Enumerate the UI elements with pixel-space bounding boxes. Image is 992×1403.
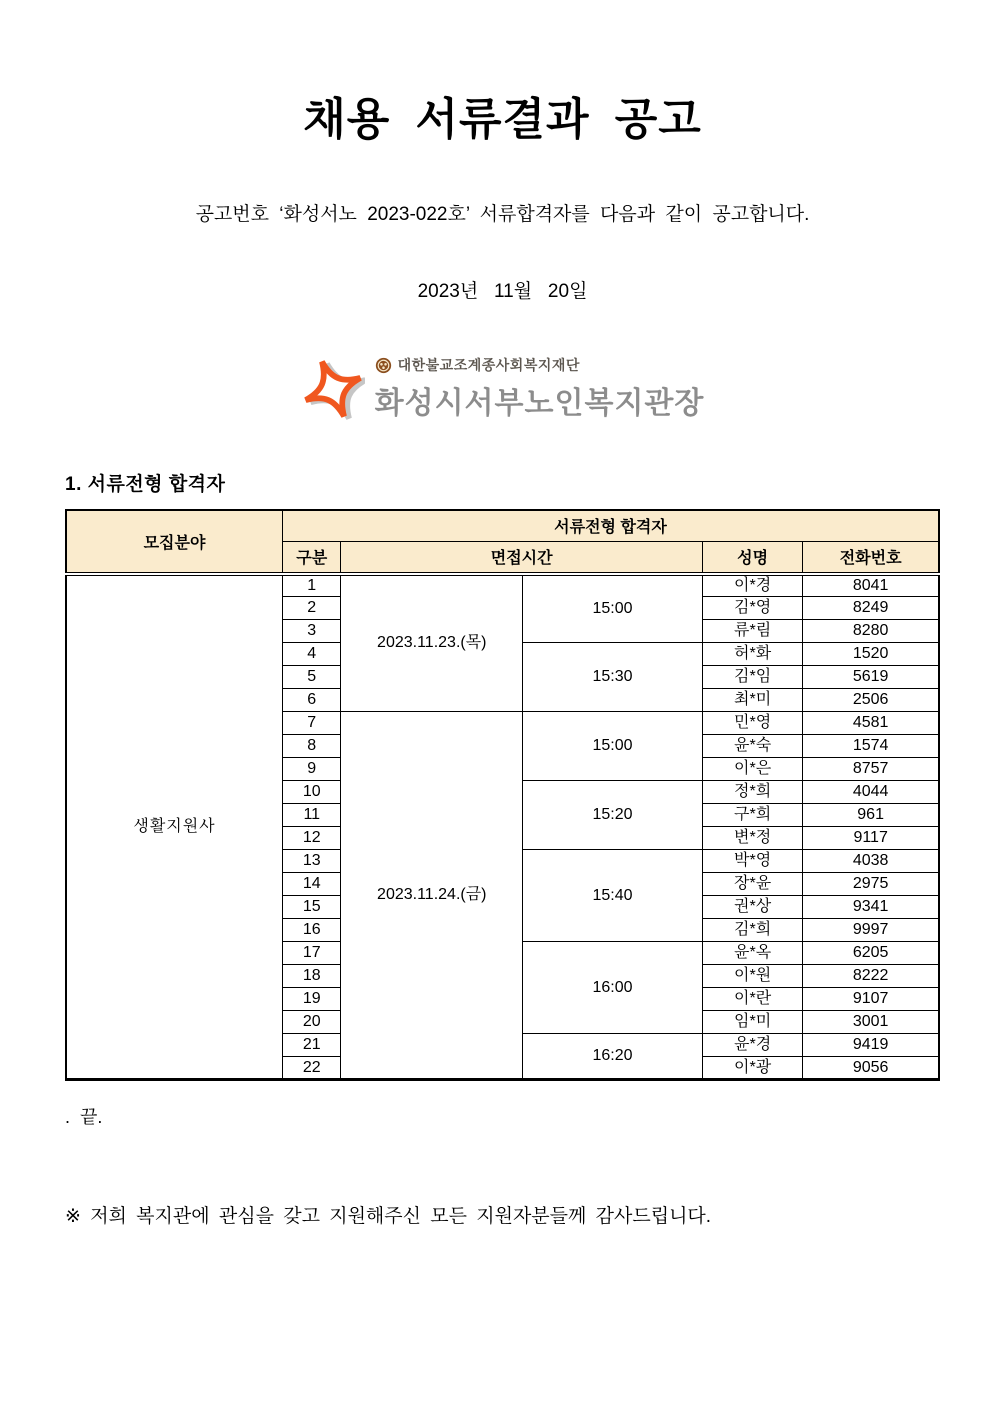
applicant-phone-cell: 9419 — [803, 1034, 939, 1057]
applicant-phone-cell: 3001 — [803, 1011, 939, 1034]
applicant-name-cell: 임*미 — [702, 1011, 802, 1034]
applicant-phone-cell: 2506 — [803, 689, 939, 712]
applicant-name-cell: 권*상 — [702, 896, 802, 919]
no-cell: 17 — [283, 942, 341, 965]
no-cell: 16 — [283, 919, 341, 942]
table-header — [66, 510, 939, 574]
interview-time-cell: 15:30 — [523, 643, 703, 712]
no-cell: 4 — [283, 643, 341, 666]
no-cell: 15 — [283, 896, 341, 919]
no-cell: 2 — [283, 597, 341, 620]
applicant-name-cell: 윤*숙 — [702, 735, 802, 758]
col-header-interview-time: 면접시간 — [341, 542, 702, 574]
col-header-phone: 전화번호 — [803, 542, 939, 574]
applicant-name-cell: 정*희 — [702, 781, 802, 804]
no-cell: 10 — [283, 781, 341, 804]
applicant-name-cell: 이*광 — [702, 1057, 802, 1080]
no-cell: 7 — [283, 712, 341, 735]
table-body — [66, 574, 939, 1080]
applicant-phone-cell: 8222 — [803, 965, 939, 988]
applicant-name-cell: 변*정 — [702, 827, 802, 850]
page-title: 채용 서류결과 공고 — [303, 95, 702, 144]
applicant-phone-cell: 8041 — [803, 574, 939, 597]
applicant-name-cell: 윤*옥 — [702, 942, 802, 965]
applicant-phone-cell: 1520 — [803, 643, 939, 666]
applicant-phone-cell: 9997 — [803, 919, 939, 942]
organization-name: 화성시서부노인복지관장 — [374, 387, 705, 421]
applicant-name-cell: 김*임 — [702, 666, 802, 689]
no-cell: 20 — [283, 1011, 341, 1034]
applicant-name-cell: 구*희 — [702, 804, 802, 827]
no-cell: 1 — [283, 574, 341, 597]
no-cell: 9 — [283, 758, 341, 781]
applicant-name-cell: 김*희 — [702, 919, 802, 942]
applicant-phone-cell: 961 — [803, 804, 939, 827]
no-cell: 21 — [283, 1034, 341, 1057]
applicant-phone-cell: 1574 — [803, 735, 939, 758]
col-header-pass-group: 서류전형 합격자 — [283, 510, 940, 542]
applicant-phone-cell: 4581 — [803, 712, 939, 735]
no-cell: 8 — [283, 735, 341, 758]
logo-text-block — [375, 355, 705, 422]
applicant-phone-cell: 9117 — [803, 827, 939, 850]
applicants-table — [65, 509, 940, 1082]
announcement-subtitle: 공고번호 ‘화성서노 2023-022호’ 서류합격자를 다음과 같이 공고합니다. — [195, 203, 810, 225]
no-cell: 6 — [283, 689, 341, 712]
organization-logo — [65, 347, 940, 431]
applicant-name-cell: 허*화 — [702, 643, 802, 666]
thanks-note: ※ 저희 복지관에 관심을 갖고 지원해주신 모든 지원자분들께 감사드립니다. — [65, 1206, 712, 1228]
applicant-name-cell: 이*경 — [702, 574, 802, 597]
applicant-phone-cell: 9107 — [803, 988, 939, 1011]
no-cell: 13 — [283, 850, 341, 873]
applicant-phone-cell: 8280 — [803, 620, 939, 643]
applicant-name-cell: 이*원 — [702, 965, 802, 988]
no-cell: 3 — [283, 620, 341, 643]
table-row — [66, 574, 939, 597]
applicant-phone-cell: 9341 — [803, 896, 939, 919]
applicant-name-cell: 이*란 — [702, 988, 802, 1011]
applicant-name-cell: 장*윤 — [702, 873, 802, 896]
interview-time-cell: 15:40 — [523, 850, 703, 942]
applicant-phone-cell: 4044 — [803, 781, 939, 804]
recruit-field-cell: 생활지원사 — [66, 574, 283, 1080]
applicant-phone-cell: 5619 — [803, 666, 939, 689]
no-cell: 19 — [283, 988, 341, 1011]
no-cell: 11 — [283, 804, 341, 827]
no-cell: 18 — [283, 965, 341, 988]
applicant-phone-cell: 2975 — [803, 873, 939, 896]
applicant-phone-cell: 8249 — [803, 597, 939, 620]
interview-date-cell: 2023.11.24.(금) — [341, 712, 523, 1080]
interview-time-cell: 15:00 — [523, 574, 703, 643]
applicant-phone-cell: 4038 — [803, 850, 939, 873]
col-header-no: 구분 — [283, 542, 341, 574]
applicant-name-cell: 최*미 — [702, 689, 802, 712]
no-cell: 14 — [283, 873, 341, 896]
applicant-name-cell: 민*영 — [702, 712, 802, 735]
announcement-date: 2023년 11월 20일 — [417, 280, 588, 302]
jogye-emblem-icon — [375, 357, 392, 374]
applicant-phone-cell: 8757 — [803, 758, 939, 781]
col-header-name: 성명 — [702, 542, 802, 574]
foundation-name: 대한불교조계종사회복지재단 — [397, 357, 580, 374]
interview-date-cell: 2023.11.23.(목) — [341, 574, 523, 712]
interview-time-cell: 16:00 — [523, 942, 703, 1034]
col-header-recruit-field: 모집분야 — [66, 510, 283, 574]
end-note: . 끝. — [65, 1107, 103, 1128]
applicant-phone-cell: 9056 — [803, 1057, 939, 1080]
applicant-name-cell: 이*은 — [702, 758, 802, 781]
applicant-name-cell: 윤*경 — [702, 1034, 802, 1057]
section-heading: 1. 서류전형 합격자 — [65, 473, 226, 495]
applicant-name-cell: 류*림 — [702, 620, 802, 643]
star-logo-icon — [301, 347, 365, 431]
no-cell: 5 — [283, 666, 341, 689]
applicant-name-cell: 박*영 — [702, 850, 802, 873]
interview-time-cell: 16:20 — [523, 1034, 703, 1080]
no-cell: 22 — [283, 1057, 341, 1080]
interview-time-cell: 15:20 — [523, 781, 703, 850]
no-cell: 12 — [283, 827, 341, 850]
applicant-phone-cell: 6205 — [803, 942, 939, 965]
applicant-name-cell: 김*영 — [702, 597, 802, 620]
interview-time-cell: 15:00 — [523, 712, 703, 781]
